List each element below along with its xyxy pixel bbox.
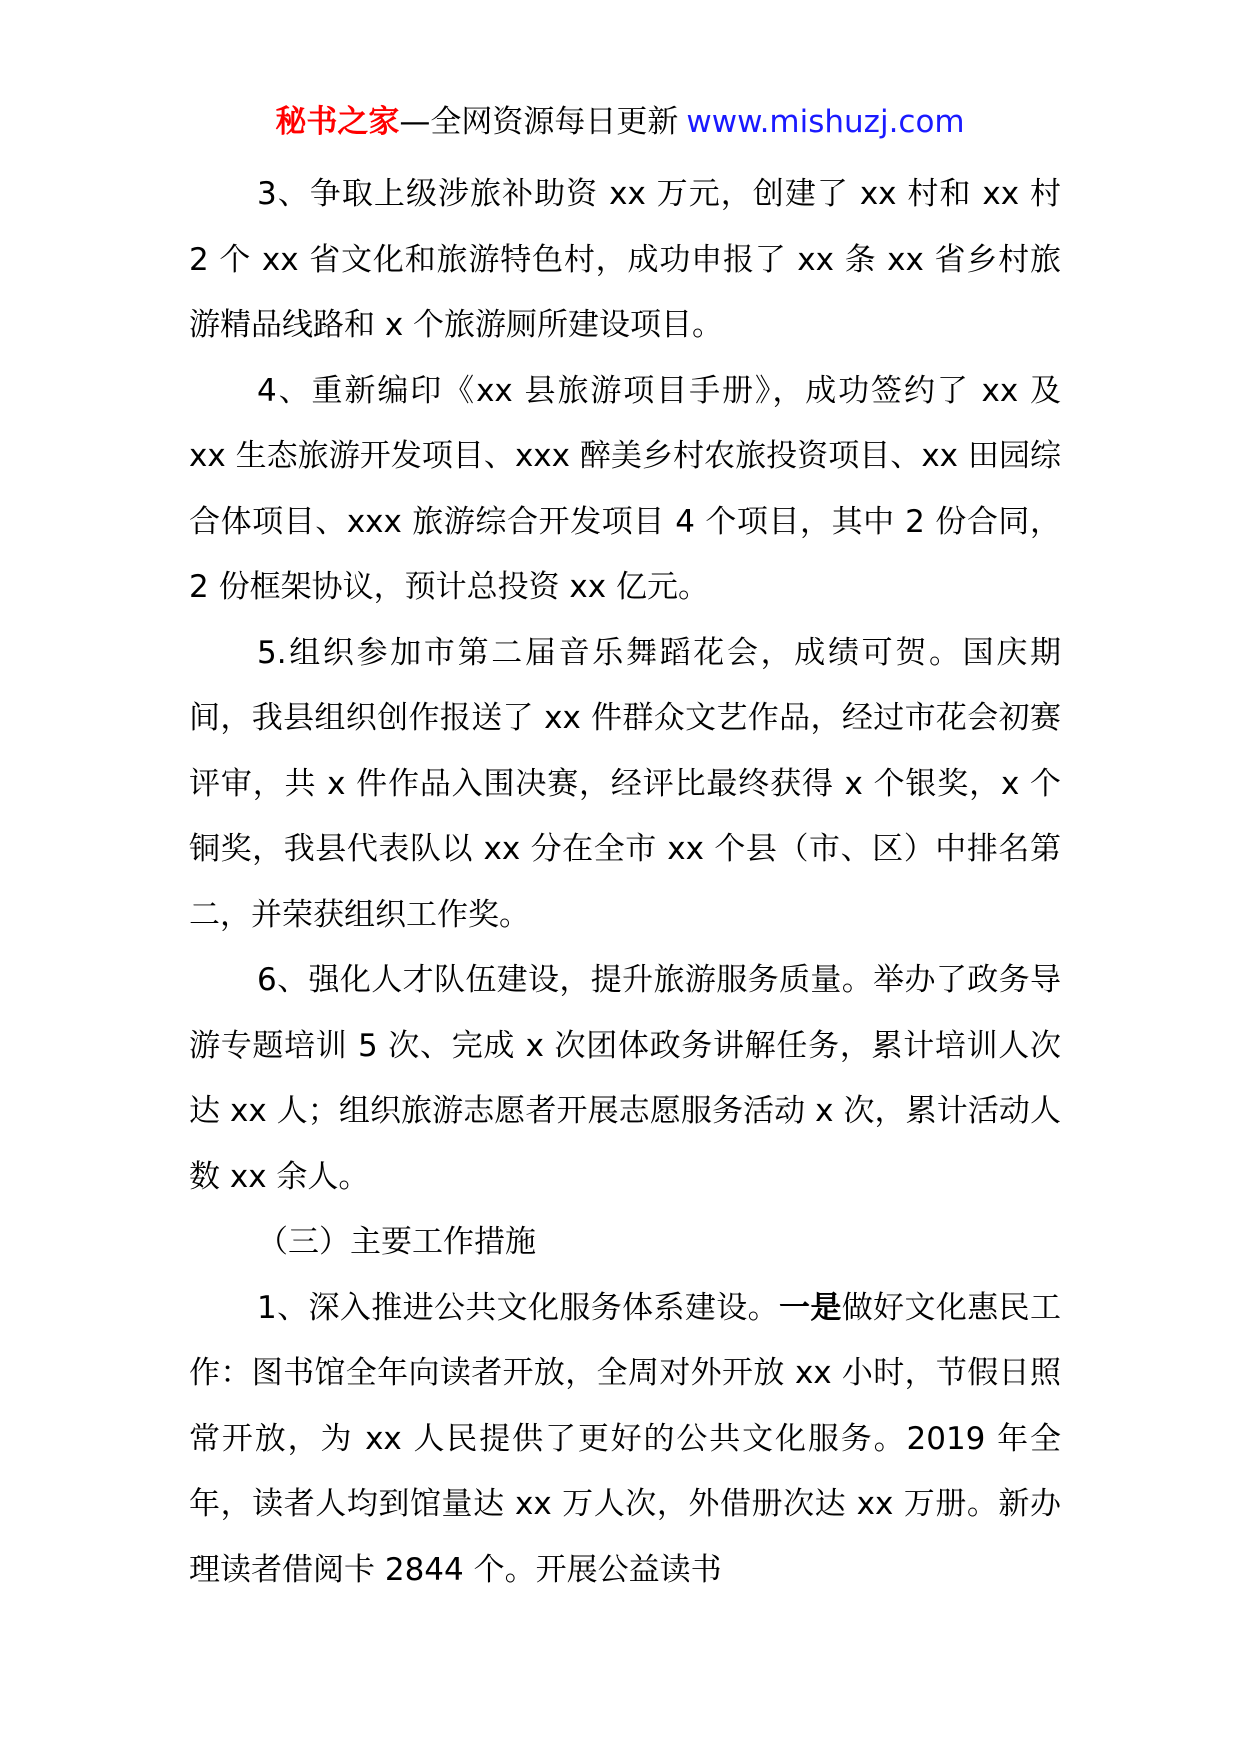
document-body bbox=[189, 162, 1061, 1603]
paragraph-item-6: 6、强化人才队伍建设，提升旅游服务质量。举办了政务导游专题培训 5 次、完成 x 次团体政务讲解任务，累计培训人次达 xx 人；组织旅游志愿者开展志愿服务活动 x 次，累计活动人数 xx 余人。 bbox=[189, 962, 1061, 1195]
section-heading: （三）主要工作措施 bbox=[257, 1224, 536, 1260]
page-header bbox=[0, 100, 1240, 144]
paragraph-measures-1 bbox=[189, 1276, 1061, 1604]
paragraph-bold-marker: 一是 bbox=[779, 1289, 842, 1326]
paragraph-item-3: 3、争取上级涉旅补助资 xx 万元，创建了 xx 村和 xx 村 2 个 xx 省文化和旅游特色村，成功申报了 xx 条 xx 省乡村旅游精品线路和 x 个旅游厕所建设项目。 bbox=[189, 176, 1061, 343]
paragraph-item-4: 4、重新编印《xx 县旅游项目手册》，成功签约了 xx 及 xx 生态旅游开发项目、xxx 醉美乡村农旅投资项目、xx 田园综合体项目、xxx 旅游综合开发项目 4 个项目，其中 2 份合同，2 份框架协议，预计总投资 xx 亿元。 bbox=[189, 372, 1061, 605]
header-url-link[interactable]: www.mishuzj.com bbox=[686, 104, 965, 140]
paragraph-suffix: 做好文化惠民工作：图书馆全年向读者开放，全周对外开放 xx 小时，节假日照常开放，为 xx 人民提供了更好的公共文化服务。2019 年全年，读者人均到馆量达 xx 万人次，外借册次达 xx 万册。新办理读者借阅卡 2844 个。开展公益读书 bbox=[189, 1289, 1062, 1588]
paragraph-prefix: 1、深入推进公共文化服务体系建设。 bbox=[257, 1289, 780, 1326]
paragraph-item-5: 5.组织参加市第二届音乐舞蹈花会，成绩可贺。国庆期间，我县组织创作报送了 xx 件群众文艺作品，经过市花会初赛评审，共 x 件作品入围决赛，经评比最终获得 x 个银奖，x 个铜奖，我县代表队以 xx 分在全市 xx 个县（市、区）中排名第二，并荣获组织工作奖。 bbox=[189, 634, 1061, 933]
header-tagline: —全网资源每日更新 bbox=[399, 104, 679, 140]
header-brand: 秘书之家 bbox=[275, 104, 400, 140]
